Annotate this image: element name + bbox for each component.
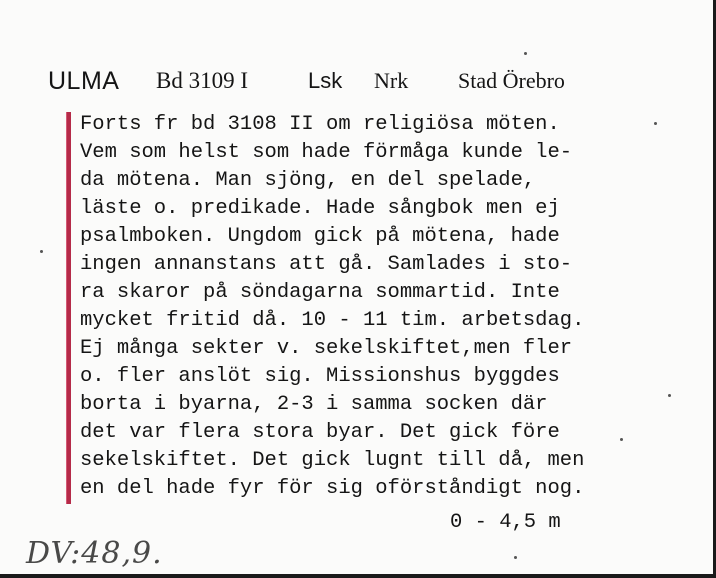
paper-speck (668, 394, 671, 397)
text-line: sekelskiftet. Det gick lugnt till då, men (80, 449, 585, 472)
text-line: en del hade fyr för sig oförståndigt nog. (80, 477, 585, 500)
text-line: borta i byarna, 2-3 i samma socken där (80, 393, 548, 416)
handwritten-signature: DV:48,9. (26, 536, 163, 571)
text-line: ingen annanstans att gå. Samlades i sto- (80, 253, 573, 276)
paper-speck (620, 438, 623, 441)
text-line: Forts fr bd 3108 II om religiösa möten. (80, 113, 560, 136)
paper-speck (654, 122, 657, 125)
text-line: läste o. predikade. Hade sångbok men ej (80, 197, 560, 220)
text-line: psalmboken. Ungdom gick på mötena, hade (80, 225, 560, 248)
nrk-label: Nrk (374, 68, 409, 93)
text-line: det var flera stora byar. Det gick före (80, 421, 560, 444)
text-line: mycket fritid då. 10 - 11 tim. arbetsdag. (80, 309, 585, 332)
volume-number: Bd 3109 I (156, 68, 248, 93)
paper-speck (40, 250, 43, 253)
paper-speck (524, 52, 527, 55)
card-header (48, 64, 688, 104)
text-line: o. fler anslöt sig. Missionshus byggdes (80, 365, 560, 388)
text-line: ra skaror på söndagarna sommartid. Inte (80, 281, 560, 304)
place-label: Stad Örebro (458, 68, 565, 93)
text-line: Ej många sekter v. sekelskiftet,men fler (80, 337, 573, 360)
card-body-text (80, 112, 680, 508)
depth-range: 0 - 4,5 m (450, 511, 561, 534)
margin-line (66, 112, 71, 504)
text-line: Vem som helst som hade förmåga kunde le- (80, 141, 573, 164)
lsk-label: Lsk (308, 68, 343, 93)
archive-code: ULMA (48, 67, 120, 95)
paper-speck (514, 556, 517, 559)
text-line: da mötena. Man sjöng, en del spelade, (80, 169, 536, 192)
